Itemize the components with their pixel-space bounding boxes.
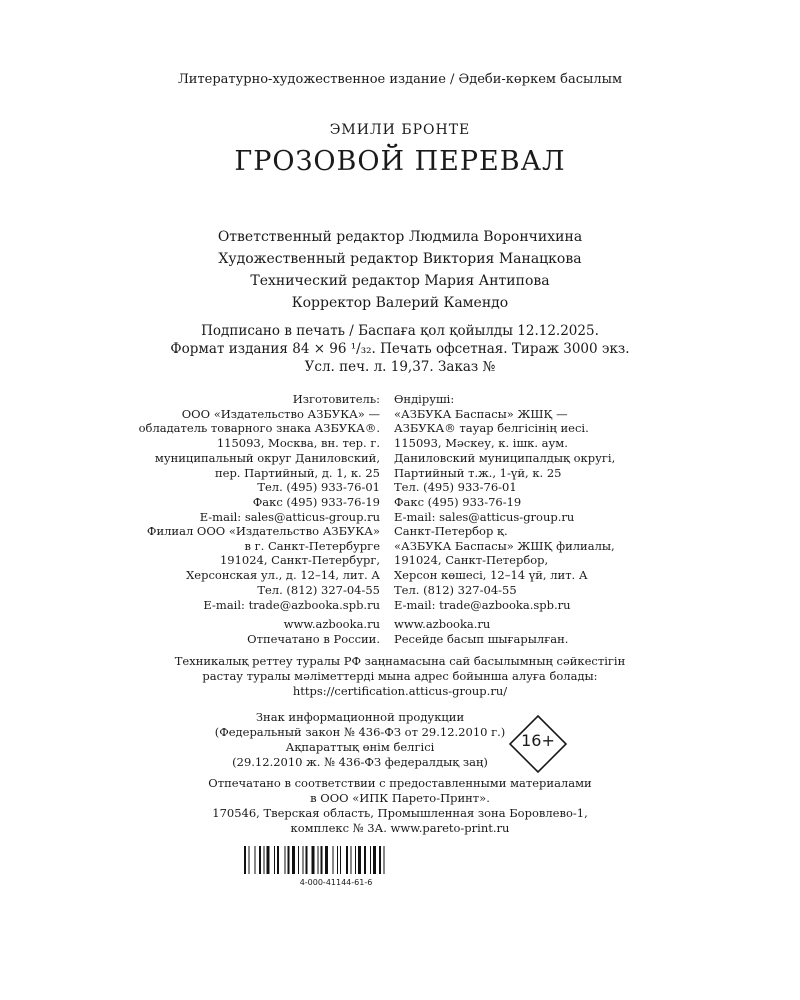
barcode-bar xyxy=(346,846,348,874)
printing-line: комплекс № 3А. www.pareto-print.ru xyxy=(290,821,510,835)
credits-block xyxy=(0,226,800,314)
manufacturer-line: Тел. (495) 933-76-01 xyxy=(394,480,517,495)
manufacturer-email: E-mail: sales@atticus-group.ru xyxy=(394,509,575,524)
barcode-bar xyxy=(306,846,308,874)
site-kz xyxy=(394,617,664,646)
manufacturer-kz xyxy=(394,392,664,524)
book-title: ГРОЗОВОЙ ПЕРЕВАЛ xyxy=(234,146,566,177)
barcode-bar xyxy=(355,846,356,874)
barcode-bar xyxy=(264,846,265,874)
barcode-bar xyxy=(373,846,376,874)
credit-line: Технический редактор Мария Антипова xyxy=(250,273,550,289)
website-link: www.azbooka.ru xyxy=(394,617,491,631)
manufacturer-line: Факс (495) 933-76-19 xyxy=(394,494,522,509)
barcode-bar xyxy=(255,846,256,874)
barcode-image xyxy=(244,846,428,874)
printed-in-country: Ресейде басып шығарылған. xyxy=(394,631,569,646)
barcode-bar xyxy=(358,846,361,874)
manufacturer-line: «АЗБУКА Баспасы» ЖШҚ — xyxy=(394,406,568,421)
barcode-bar xyxy=(267,846,270,874)
branch-email: E-mail: trade@azbooka.spb.ru xyxy=(203,597,380,612)
barcode-bar xyxy=(337,846,338,874)
manufacturer-line: Изготовитель: xyxy=(292,392,380,406)
print-line: Подписано в печать / Баспаға қол қойылды 12.12.2025. xyxy=(201,323,599,339)
printing-house-note xyxy=(0,776,800,836)
branch-line: Херсон көшесі, 12–14 үй, лит. А xyxy=(394,568,588,583)
barcode-bar xyxy=(384,846,385,874)
barcode-bar xyxy=(379,846,381,874)
manufacturer-line: Тел. (495) 933-76-01 xyxy=(257,480,380,495)
manufacturer-line: Даниловский муниципалдық округі, xyxy=(394,450,616,465)
age-rating-badge xyxy=(508,714,568,774)
printed-in-country: Отпечатано в России. xyxy=(247,631,380,646)
branch-line: 191024, Санкт-Петербург, xyxy=(219,553,380,568)
barcode-bar xyxy=(340,846,341,874)
branch-kz xyxy=(394,524,664,612)
barcode-bar xyxy=(288,846,290,874)
credit-line: Художественный редактор Виктория Манацкова xyxy=(218,251,582,267)
barcode-bar xyxy=(333,846,334,874)
barcode-bar xyxy=(312,846,315,874)
branch-line: в г. Санкт-Петербурге xyxy=(244,538,380,553)
branch-line: Филиал ООО «Издательство АЗБУКА» xyxy=(146,524,380,538)
manufacturer-line: 115093, Москва, вн. тер. г. xyxy=(216,436,380,451)
printing-line: Отпечатано в соответствии с предоставленными материалами xyxy=(208,776,592,790)
tech-regulation-line: растау туралы мәліметтерді мына адрес бойынша алуға болады: xyxy=(202,669,598,683)
barcode-bar xyxy=(298,846,299,874)
manufacturer-line: Факс (495) 933-76-19 xyxy=(252,494,380,509)
certification-url: https://certification.atticus-group.ru/ xyxy=(292,684,508,698)
barcode-bar xyxy=(292,846,295,874)
barcode-bar xyxy=(303,846,304,874)
branch-line: Тел. (812) 327-04-55 xyxy=(257,582,380,597)
age-rating-label: 16+ xyxy=(521,731,555,750)
branch-ru xyxy=(120,524,380,612)
barcode-bar xyxy=(325,846,328,874)
info-sign-line: Ақпараттық өнім белгісі xyxy=(285,740,435,754)
print-info xyxy=(0,322,800,376)
barcode-bar xyxy=(259,846,261,874)
barcode-bar xyxy=(321,846,323,874)
info-sign-text xyxy=(210,710,510,770)
branch-line: 191024, Санкт-Петербор, xyxy=(394,553,549,568)
print-line: Формат издания 84 × 96 ¹/₃₂. Печать офсетная. Тираж 3000 экз. xyxy=(170,341,630,357)
manufacturer-line: 115093, Мәскеу, к. ішк. аум. xyxy=(394,436,568,451)
info-sign-line: (29.12.2010 ж. № 436-ФЗ федералдық заң) xyxy=(232,755,488,769)
manufacturer-line: обладатель товарного знака АЗБУКА®. xyxy=(138,421,380,436)
barcode-bar xyxy=(318,846,319,874)
tech-regulation-line: Техникалық реттеу туралы РФ заңнамасына сай басылымның сәйкестігін xyxy=(174,654,626,668)
branch-line: Санкт-Петербор қ. xyxy=(394,524,508,538)
barcode-bar xyxy=(364,846,366,874)
credit-line: Корректор Валерий Камендо xyxy=(291,295,509,311)
barcode-bar xyxy=(244,846,246,874)
credit-line: Ответственный редактор Людмила Ворончихина xyxy=(217,229,583,245)
manufacturer-line: пер. Партийный, д. 1, к. 25 xyxy=(214,465,380,480)
barcode-bar xyxy=(351,846,352,874)
printing-line: в ООО «ИПК Парето-Принт». xyxy=(310,791,490,805)
barcode-bar xyxy=(370,846,371,874)
branch-email: E-mail: trade@azbooka.spb.ru xyxy=(394,597,571,612)
barcode-bar xyxy=(274,846,275,874)
author-name: ЭМИЛИ БРОНТЕ xyxy=(329,122,471,138)
barcode-bar xyxy=(249,846,250,874)
manufacturer-email: E-mail: sales@atticus-group.ru xyxy=(199,509,380,524)
website-link: www.azbooka.ru xyxy=(283,617,380,631)
barcode-bar xyxy=(277,846,279,874)
printing-line: 170546, Тверская область, Промышленная зона Боровлево-1, xyxy=(212,806,588,820)
manufacturer-line: Партийный т.ж., 1-үй, к. 25 xyxy=(394,465,562,480)
manufacturer-line: Өндіруші: xyxy=(394,392,455,406)
print-line: Усл. печ. л. 19,37. Заказ № xyxy=(304,359,496,375)
branch-line: Тел. (812) 327-04-55 xyxy=(394,582,517,597)
manufacturer-line: муниципальный округ Даниловский, xyxy=(154,450,380,465)
branch-line: Херсонская ул., д. 12–14, лит. А xyxy=(186,568,380,583)
manufacturer-line: ООО «Издательство АЗБУКА» — xyxy=(181,406,380,421)
edition-type: Литературно-художественное издание / Әдеби-көркем басылым xyxy=(177,72,623,87)
manufacturer-ru xyxy=(120,392,380,524)
barcode-bar xyxy=(285,846,286,874)
branch-line: «АЗБУКА Баспасы» ЖШҚ филиалы, xyxy=(394,538,615,553)
tech-regulation-note xyxy=(0,654,800,699)
barcode-number: 4-000-41144-61-6 xyxy=(299,878,373,887)
info-sign-line: (Федеральный закон № 436-ФЗ от 29.12.2010 г.) xyxy=(214,725,506,739)
info-sign-line: Знак информационной продукции xyxy=(255,710,465,724)
manufacturer-line: АЗБУКА® тауар белгісінің иесі. xyxy=(394,421,589,436)
site-ru xyxy=(120,617,380,646)
